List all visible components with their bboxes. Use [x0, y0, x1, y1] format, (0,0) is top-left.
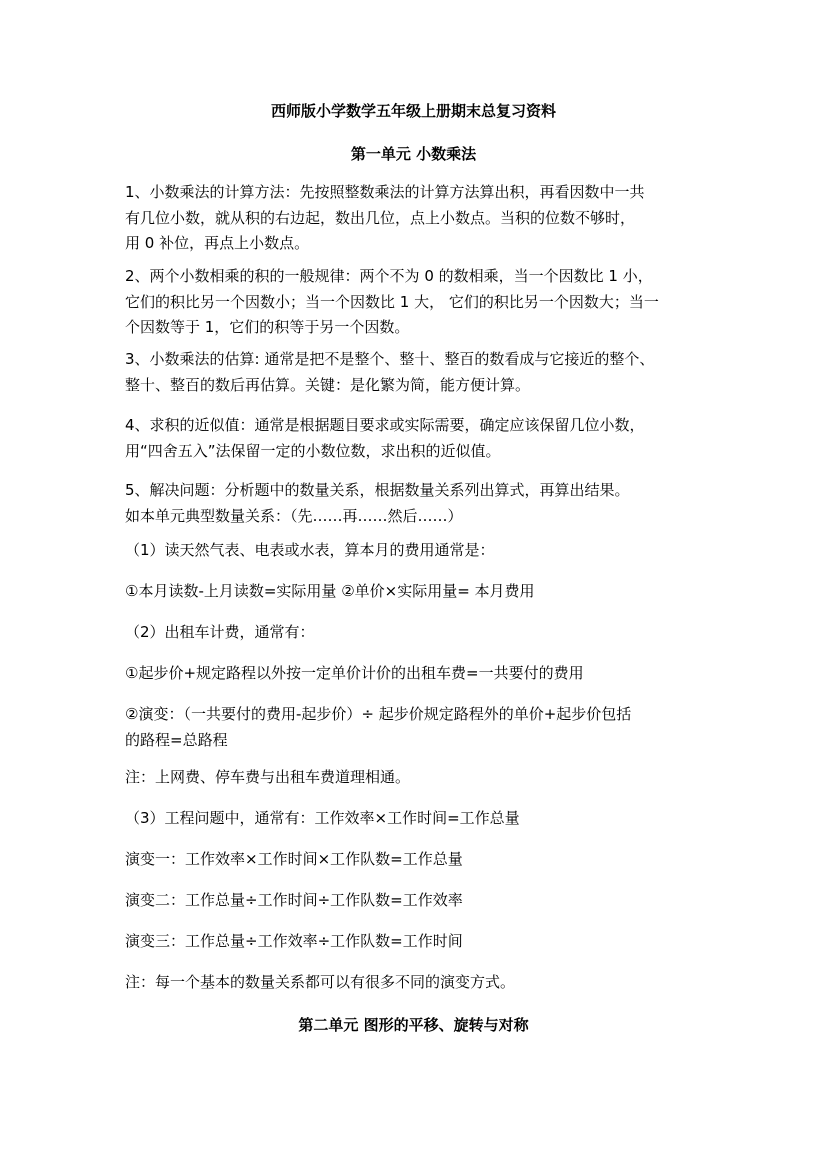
unit2-heading: 第二单元 图形的平移、旋转与对称	[298, 1016, 529, 1034]
paragraph-line: 3、小数乘法的估算: 通常是把不是整个、整十、整百的数看成与它接近的整个、	[125, 350, 655, 368]
paragraph-1	[125, 180, 715, 257]
paragraph-line: 4、求积的近似值：通常是根据题目要求或实际需要，确定应该保留几位小数，	[125, 416, 645, 434]
meter-reading-heading: （1）读天然气表、电表或水表，算本月的费用通常是：	[125, 541, 495, 559]
paragraph-line: 它们的积比另一个因数小；当一个因数比 1 大， 它们的积比另一个因数大；当一	[125, 292, 659, 311]
paragraph-5	[125, 478, 715, 529]
fee-note: 注：上网费、停车费与出租车费道理相通。	[125, 768, 411, 786]
paragraph-line: 用“四舍五入”法保留一定的小数位数，求出积的近似值。	[125, 441, 501, 460]
document-title: 西师版小学数学五年级上册期末总复习资料	[270, 102, 556, 120]
paragraph-line: 1、小数乘法的计算方法：先按照整数乘法的计算方法算出积，再看因数中一共	[125, 183, 645, 201]
work-problem-heading: （3）工程问题中，通常有：工作效率×工作时间=工作总量	[125, 809, 520, 827]
work-variant-1: 演变一：工作效率×工作时间×工作队数=工作总量	[125, 850, 463, 868]
taxi-fare-formula: ①起步价+规定路程以外按一定单价计价的出租车费=一共要付的费用	[125, 664, 584, 682]
paragraph-line: 的路程=总路程	[125, 730, 228, 749]
variant-note: 注：每一个基本的数量关系都可以有很多不同的演变方式。	[125, 973, 516, 991]
unit1-heading: 第一单元 小数乘法	[350, 145, 477, 163]
paragraph-3	[125, 347, 715, 398]
meter-reading-formulas: ①本月读数-上月读数=实际用量 ②单价×实际用量= 本月费用	[125, 582, 535, 600]
paragraph-line: 2、两个小数相乘的积的一般规律：两个不为 0 的数相乘，当一个因数比 1 小，	[125, 267, 653, 285]
work-variant-3: 演变三：工作总量÷工作效率÷工作队数=工作时间	[125, 932, 463, 950]
paragraph-line: 用 0 补位，再点上小数点。	[125, 234, 310, 252]
paragraph-line: 如本单元典型数量关系：（先……再……然后……）	[125, 506, 463, 525]
paragraph-line: ②演变：（一共要付的费用-起步价）÷ 起步价规定路程外的单价+起步价包括	[125, 705, 632, 723]
taxi-fare-variant	[125, 702, 715, 753]
paragraph-line: 个因数等于 1，它们的积等于另一个因数。	[125, 318, 410, 336]
paragraph-line: 有几位小数，就从积的右边起，数出几位，点上小数点。当积的位数不够时，	[125, 208, 636, 227]
work-variant-2: 演变二：工作总量÷工作时间÷工作队数=工作效率	[125, 891, 463, 909]
paragraph-line: 整十、整百的数后再估算。关键：是化繁为简，能方便计算。	[125, 375, 531, 394]
paragraph-4	[125, 413, 715, 464]
paragraph-2	[125, 264, 715, 341]
paragraph-line: 5、解决问题：分析题中的数量关系，根据数量关系列出算式，再算出结果。	[125, 481, 630, 499]
taxi-fare-heading: （2）出租车计费，通常有：	[125, 623, 315, 641]
